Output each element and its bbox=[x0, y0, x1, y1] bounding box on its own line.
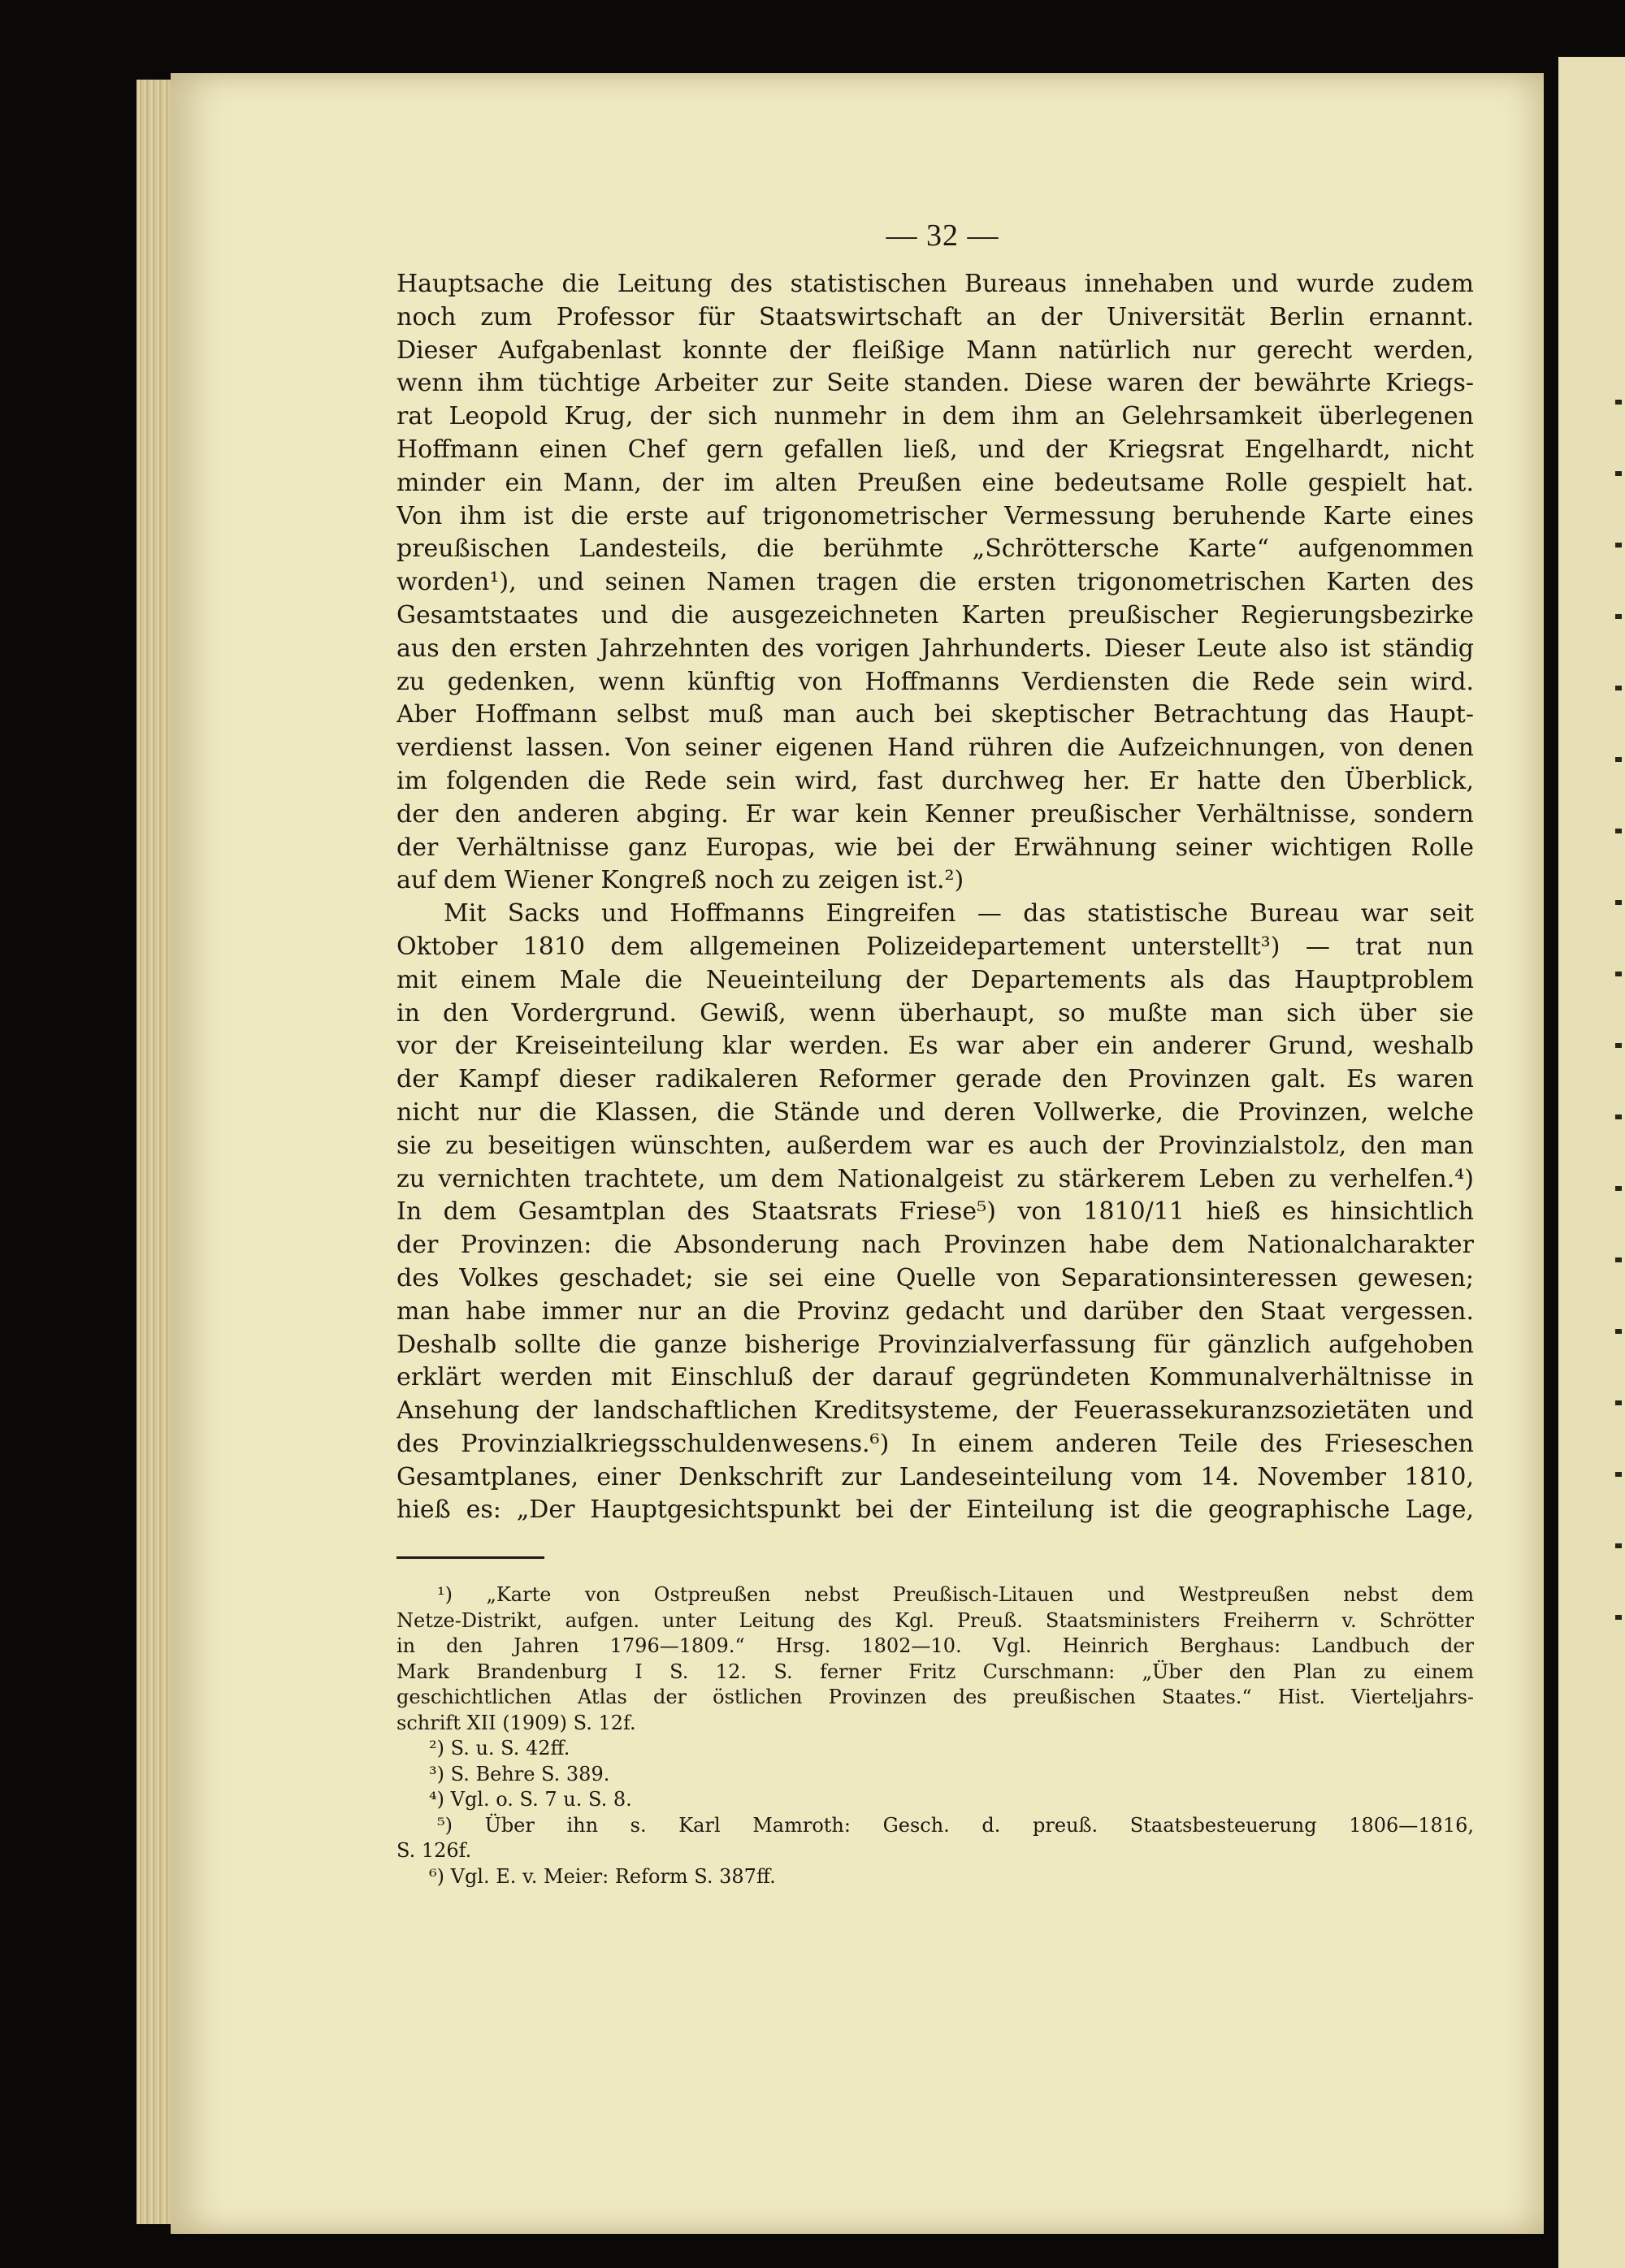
body-line: Gesamtstaates und die ausgezeichneten Karten preußischer Regierungsbezirke bbox=[396, 600, 1474, 630]
body-line: in den Vordergrund. Gewiß, wenn überhaupt, so mußte man sich über sie bbox=[396, 998, 1474, 1028]
footnote-line: ⁵) Über ihn s. Karl Mamroth: Gesch. d. preuß. Staatsbesteuerung 1806—1816, bbox=[437, 1813, 1474, 1837]
footnote-line: ⁶) Vgl. E. v. Meier: Reform S. 387ff. bbox=[429, 1864, 776, 1888]
footnotes bbox=[396, 1582, 1474, 1924]
body-line: worden¹), und seinen Namen tragen die ersten trigonometrischen Karten des bbox=[396, 568, 1474, 597]
body-line: Ansehung der landschaftlichen Kreditsysteme, der Feuerassekuranzsozietäten und bbox=[396, 1396, 1474, 1426]
body-line: rat Leopold Krug, der sich nunmehr in dem ihm an Gelehrsamkeit überlegenen bbox=[396, 402, 1474, 431]
body-line: Hoffmann einen Chef gern gefallen ließ, und der Kriegsrat Engelhardt, nicht bbox=[396, 435, 1474, 464]
body-line: im folgenden die Rede sein wird, fast durchweg her. Er hatte den Überblick, bbox=[396, 766, 1474, 795]
body-line: Gesamtplanes, einer Denkschrift zur Landeseinteilung vom 14. November 1810, bbox=[396, 1462, 1474, 1491]
body-line: Oktober 1810 dem allgemeinen Polizeidepartement unterstellt³) — trat nun bbox=[396, 932, 1474, 961]
body-line: Dieser Aufgabenlast konnte der fleißige Mann natürlich nur gerecht werden, bbox=[396, 335, 1474, 365]
footnote-line: ³) S. Behre S. 389. bbox=[429, 1762, 610, 1785]
footnote-line: ²) S. u. S. 42ff. bbox=[429, 1737, 570, 1759]
body-line: auf dem Wiener Kongreß noch zu zeigen ist.²) bbox=[396, 866, 964, 895]
body-line: preußischen Landesteils, die berühmte „Schröttersche Karte“ aufgenommen bbox=[396, 535, 1474, 564]
body-line: In dem Gesamtplan des Staatsrats Friese⁵) von 1810/11 hieß es hinsichtlich bbox=[396, 1197, 1474, 1227]
adjacent-page-edge bbox=[1558, 57, 1625, 2268]
footnote-line: geschichtlichen Atlas der östlichen Provinzen des preußischen Staates.“ Hist. Vierteljahrs- bbox=[396, 1686, 1474, 1708]
body-text bbox=[396, 268, 1474, 1568]
body-line: Mit Sacks und Hoffmanns Eingreifen — das statistische Bureau war seit bbox=[444, 899, 1474, 928]
body-line: Hauptsache die Leitung des statistischen Bureaus innehaben und wurde zudem bbox=[396, 270, 1474, 298]
body-line: Von ihm ist die erste auf trigonometrischer Vermessung beruhende Karte eines bbox=[396, 501, 1474, 530]
body-line: der Provinzen: die Absonderung nach Provinzen habe dem Nationalcharakter bbox=[396, 1231, 1474, 1260]
body-line: aus den ersten Jahrzehnten des vorigen Jahrhunderts. Dieser Leute also ist ständig bbox=[396, 634, 1474, 663]
page-number: — 32 — bbox=[886, 219, 999, 253]
body-line: der Verhältnisse ganz Europas, wie bei der Erwähnung seiner wichtigen Rolle bbox=[396, 833, 1474, 862]
body-line: verdienst lassen. Von seiner eigenen Hand rühren die Aufzeichnungen, von denen bbox=[396, 734, 1474, 763]
adjacent-page-text-marks bbox=[1615, 366, 1622, 1665]
body-line: sie zu beseitigen wünschten, außerdem war es auch der Provinzialstolz, den man bbox=[396, 1131, 1474, 1160]
footnote-line: schrift XII (1909) S. 12f. bbox=[396, 1711, 636, 1734]
body-line: noch zum Professor für Staatswirtschaft an der Universität Berlin ernannt. bbox=[396, 302, 1474, 331]
body-line: erklärt werden mit Einschluß der darauf gegründeten Kommunalverhältnisse in bbox=[396, 1363, 1474, 1392]
body-line: man habe immer nur an die Provinz gedacht und darüber den Staat vergessen. bbox=[396, 1296, 1474, 1326]
footnote-line: ¹) „Karte von Ostpreußen nebst Preußisch-Litauen und Westpreußen nebst dem bbox=[437, 1583, 1474, 1606]
body-line: der Kampf dieser radikaleren Reformer gerade den Provinzen galt. Es waren bbox=[396, 1065, 1474, 1094]
footnote-line: Mark Brandenburg I S. 12. S. ferner Fritz Curschmann: „Über den Plan zu einem bbox=[396, 1660, 1474, 1683]
body-line: nicht nur die Klassen, die Stände und deren Vollwerke, die Provinzen, welche bbox=[396, 1097, 1474, 1127]
body-line: des Provinzialkriegsschuldenwesens.⁶) In einem anderen Teile des Frieseschen bbox=[396, 1429, 1474, 1458]
footnote-line: S. 126f. bbox=[396, 1839, 472, 1862]
body-line: zu gedenken, wenn künftig von Hoffmanns Verdiensten die Rede sein wird. bbox=[396, 667, 1474, 696]
footnote-line: in den Jahren 1796—1809.“ Hrsg. 1802—10. Vgl. Heinrich Berghaus: Landbuch der bbox=[396, 1634, 1474, 1657]
body-line: hieß es: „Der Hauptgesichtspunkt bei der Einteilung ist die geographische Lage, bbox=[396, 1495, 1474, 1525]
footnote-line: Netze-Distrikt, aufgen. unter Leitung des Kgl. Preuß. Staatsministers Freiherrn v. Schrötter bbox=[396, 1608, 1474, 1632]
body-line: vor der Kreiseinteilung klar werden. Es war aber ein anderer Grund, weshalb bbox=[396, 1032, 1474, 1061]
body-line: mit einem Male die Neueinteilung der Departements als das Hauptproblem bbox=[396, 965, 1474, 994]
body-line: Aber Hoffmann selbst muß man auch bei skeptischer Betrachtung das Haupt- bbox=[396, 700, 1474, 729]
body-line: Deshalb sollte die ganze bisherige Provinzialverfassung für gänzlich aufgehoben bbox=[396, 1330, 1474, 1359]
body-line: der den anderen abging. Er war kein Kenner preußischer Verhältnisse, sondern bbox=[396, 799, 1474, 829]
body-line: zu vernichten trachtete, um dem Nationalgeist zu stärkerem Leben zu verhelfen.⁴) bbox=[396, 1164, 1474, 1193]
footnote-divider bbox=[396, 1556, 544, 1559]
body-line: des Volkes geschadet; sie sei eine Quelle von Separationsinteressen gewesen; bbox=[396, 1263, 1474, 1292]
body-line: minder ein Mann, der im alten Preußen eine bedeutsame Rolle gespielt hat. bbox=[396, 468, 1474, 497]
body-line: wenn ihm tüchtige Arbeiter zur Seite standen. Diese waren der bewährte Kriegs- bbox=[396, 369, 1474, 398]
footnote-line: ⁴) Vgl. o. S. 7 u. S. 8. bbox=[429, 1788, 632, 1811]
